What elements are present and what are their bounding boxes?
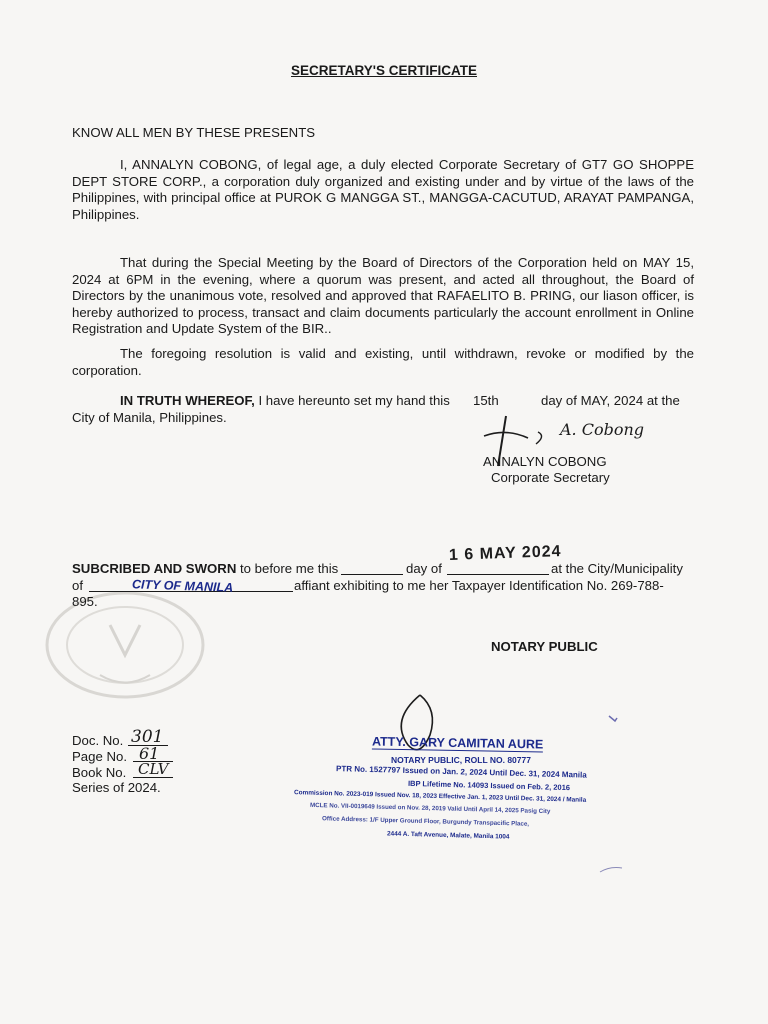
jurat-of: of (72, 578, 83, 593)
book-number-label: Book No. (72, 765, 127, 780)
truth-after-day: day of MAY, 2024 at the (541, 393, 680, 408)
jurat-text-1: to before me this (236, 561, 339, 576)
signatory-name: ANNALYN COBONG (483, 454, 607, 469)
notary-stamp-commission: Commission No. 2023-019 Issued Nov. 18, 2023 Effective Jan. 1, 2023 Until Dec. 31, 2024 / Manila (293, 789, 587, 804)
notary-seal-watermark (40, 585, 210, 705)
page-number-value: 61 (139, 744, 160, 763)
jurat-text-4: affiant exhibiting to me her Taxpayer Identification No. 269-788- (294, 578, 664, 593)
doc-number-label: Doc. No. (72, 733, 124, 748)
book-number-value: CLV (138, 760, 169, 778)
jurat-text-2: day of (406, 561, 442, 576)
notary-stamp-street: 2444 A. Taft Avenue, Malate, Manila 1004 (386, 830, 510, 841)
doc-number-value: 301 (131, 727, 164, 747)
stray-mark-top (606, 712, 620, 726)
notary-stamp-name: ATTY. GARY CAMITAN AURE (371, 734, 544, 752)
signatory-position: Corporate Secretary (491, 470, 610, 485)
jurat-blank-day (341, 562, 403, 575)
jurat-bold: SUBCRIBED AND SWORN (72, 561, 237, 576)
document-title: SECRETARY'S CERTIFICATE (291, 63, 477, 78)
jurat-text-3: at the City/Municipality (551, 561, 683, 576)
intro-line: KNOW ALL MEN BY THESE PRESENTS (72, 125, 316, 140)
jurat-text-5: 895. (72, 594, 98, 609)
paragraph-appointment: I, ANNALYN COBONG, of legal age, a duly elected Corporate Secretary of GT7 GO SHOPPE DEPT STORE CORP., a corporation duly organized and existing under and by virtue of the laws of the Philippines, with principal office at PUROK G MANGGA ST., MANGGA-CACUTUD, ARAYAT PAMPANGA, Philippines. (72, 157, 694, 222)
truth-bold: IN TRUTH WHEREOF, (120, 393, 255, 408)
page-number-label: Page No. (72, 749, 127, 764)
notary-stamp-ptr: PTR No. 1527797 Issued on Jan. 2, 2024 Until Dec. 31, 2024 Manila (335, 764, 587, 780)
paragraph-validity: The foregoing resolution is valid and existing, until withdrawn, revoke or modified by the corporation. (72, 346, 694, 378)
series-label: Series of 2024. (72, 780, 161, 795)
notary-stamp-mcle: MCLE No. VII-0019649 Issued on Nov. 28, 2019 Valid Until April 14, 2025 Pasig City (309, 801, 551, 816)
notary-stamp-roll: NOTARY PUBLIC, ROLL NO. 80777 (391, 755, 531, 765)
signature-script: A. Cobong (560, 420, 645, 439)
stray-mark-bottom (598, 862, 628, 876)
book-number-line (133, 777, 173, 778)
date-stamp: 1 6 MAY 2024 (448, 543, 562, 564)
notary-stamp-ibp: IBP Lifetime No. 14093 Issued on Feb. 2, 2016 (407, 778, 571, 793)
notary-stamp-office: Office Address: 1/F Upper Ground Floor, Burgundy Transpacific Place, (321, 815, 530, 828)
truth-text: I have hereunto set my hand this (254, 393, 450, 408)
jurat-line-1-start (72, 561, 338, 578)
city-stamp: CITY OF MANILA (131, 577, 234, 595)
truth-city: City of Manila, Philippines. (72, 410, 227, 425)
notary-public-label: NOTARY PUBLIC (491, 639, 598, 654)
paragraph-resolution: That during the Special Meeting by the Board of Directors of the Corporation held on MAY 15, 2024 at 6PM in the evening, where a quorum was present, and acted all throughout, the Board of Directors by the unanimous vote, resolved and approved that RAFAELITO B. PRING, our liason officer, is hereby authorized to process, transact and claim documents particularly the account enrollment in Online Registration and Update System of the BIR.. (72, 255, 694, 336)
truth-day: 15th (473, 393, 499, 408)
